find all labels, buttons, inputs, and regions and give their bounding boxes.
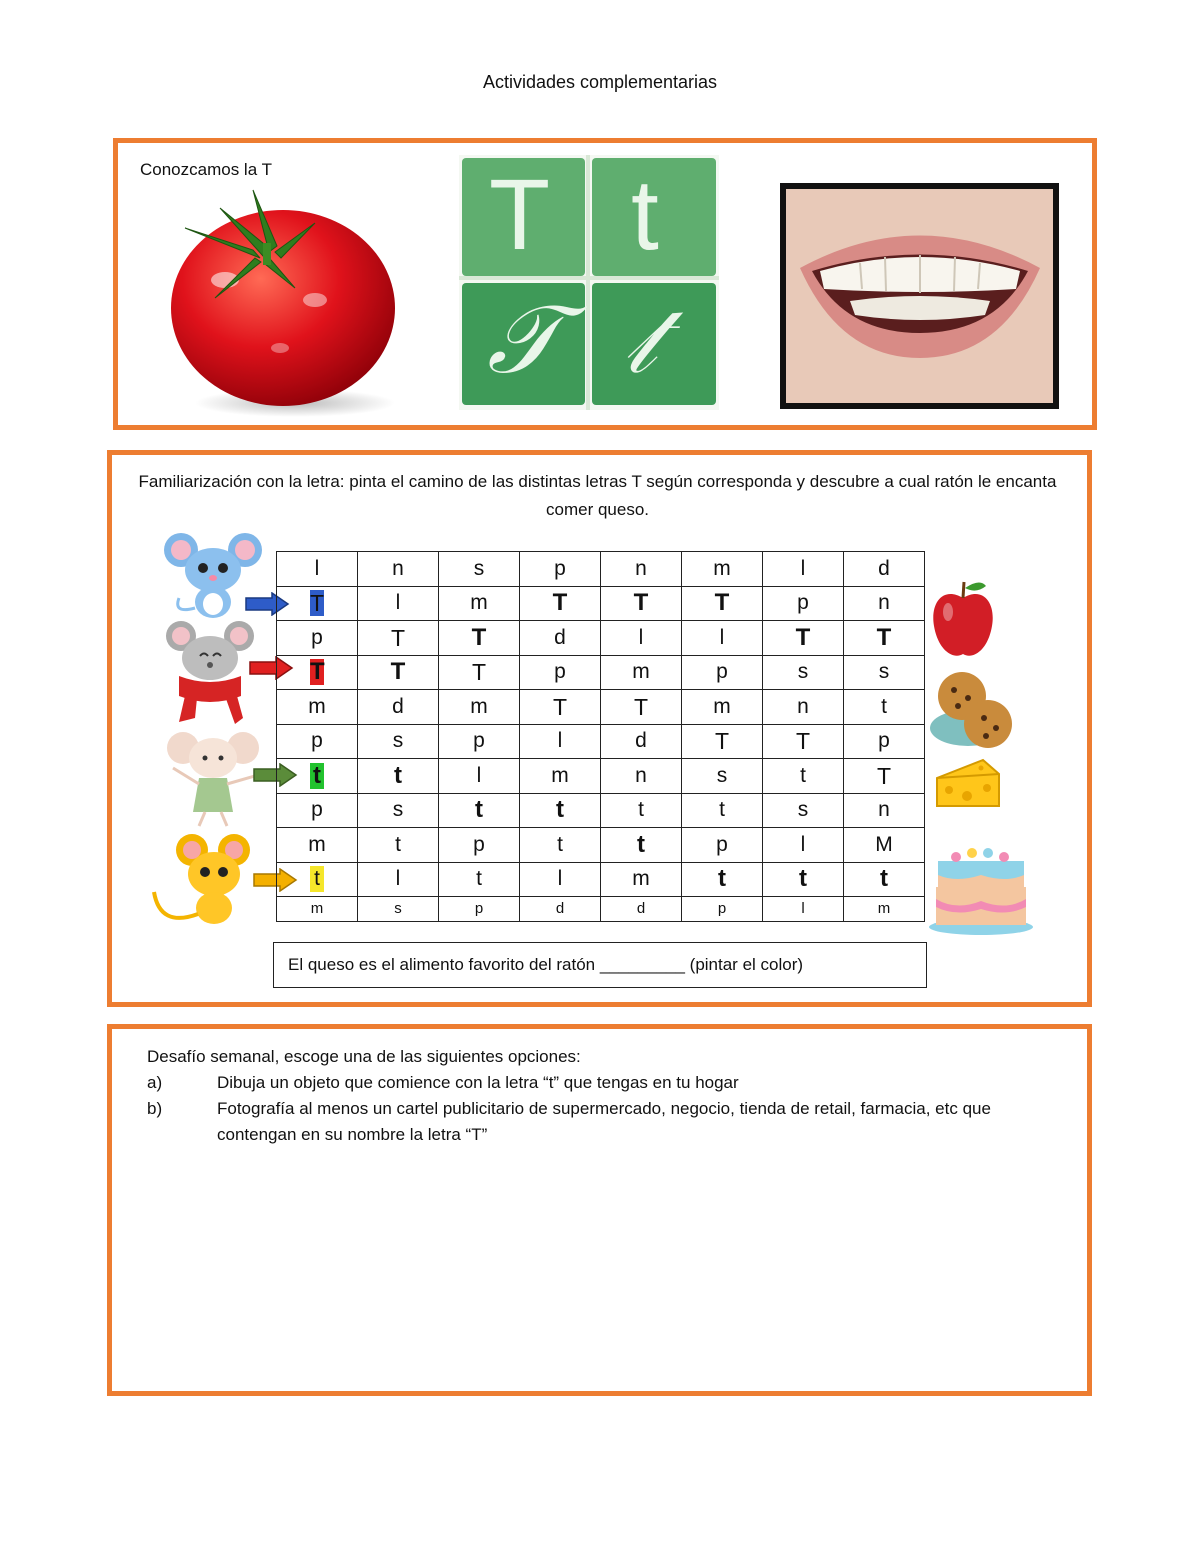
grid-letter: p	[554, 660, 566, 684]
grid-cell[interactable]	[763, 759, 844, 794]
grid-cell[interactable]	[763, 897, 844, 922]
grid-letter: p	[554, 556, 566, 580]
cookies	[928, 668, 1020, 752]
grid-letter: t	[557, 832, 563, 856]
grid-cell[interactable]	[277, 862, 358, 897]
grid-letter: d	[635, 729, 647, 753]
grid-letter: d	[554, 625, 566, 649]
grid-cell[interactable]	[601, 621, 682, 656]
lowercase-t-cursive: 𝓉	[624, 285, 657, 395]
grid-letter: t	[310, 866, 324, 892]
option-marker: b)	[147, 1099, 163, 1118]
grid-letter: n	[635, 763, 647, 787]
grid-letter: T	[471, 623, 487, 651]
grid-letter: t	[310, 763, 324, 789]
uppercase-t-cursive: 𝒯	[487, 285, 560, 395]
grid-cell[interactable]	[601, 793, 682, 828]
grid-cell[interactable]	[763, 862, 844, 897]
grid-letter: t	[638, 798, 644, 822]
grid-letter: l	[801, 900, 805, 917]
grid-cell[interactable]	[601, 862, 682, 897]
grid-cell[interactable]	[358, 897, 439, 922]
apple	[928, 578, 998, 660]
grid-letter: p	[797, 591, 809, 615]
grid-cell[interactable]	[358, 862, 439, 897]
grid-cell[interactable]	[682, 724, 763, 759]
grid-cell[interactable]	[601, 586, 682, 621]
grid-letter: n	[878, 591, 890, 615]
grid-letter: T	[390, 658, 406, 686]
grid-cell[interactable]	[520, 552, 601, 587]
option-text: Dibuja un objeto que comience con la letra “t” que tengas en tu hogar	[217, 1073, 739, 1092]
grid-cell[interactable]	[682, 586, 763, 621]
grid-cell[interactable]	[358, 690, 439, 725]
grid-letter: p	[473, 729, 485, 753]
section-label: Conozcamos la T	[140, 160, 272, 179]
grid-cell[interactable]	[682, 897, 763, 922]
grid-letter: s	[473, 556, 485, 580]
grid-cell[interactable]	[844, 655, 925, 690]
grid-letter: T	[633, 589, 649, 617]
grid-letter: t	[556, 796, 564, 824]
grid-letter: l	[314, 556, 320, 580]
grid-letter: d	[392, 694, 404, 718]
grid-cell[interactable]	[844, 552, 925, 587]
cake	[926, 845, 1036, 937]
grid-cell[interactable]	[844, 759, 925, 794]
grid-cell[interactable]	[439, 552, 520, 587]
grid-letter: T	[552, 693, 568, 720]
grid-cell[interactable]	[844, 793, 925, 828]
grid-letter: t	[637, 830, 645, 858]
page-title: Actividades complementarias	[482, 72, 718, 92]
grid-cell[interactable]	[358, 759, 439, 794]
grid-cell[interactable]	[763, 586, 844, 621]
grid-letter: p	[716, 660, 728, 684]
grid-letter: n	[797, 694, 809, 718]
grid-cell[interactable]	[682, 621, 763, 656]
gray-mouse-scarf	[165, 618, 255, 726]
grid-cell[interactable]	[682, 690, 763, 725]
grid-letter: t	[880, 865, 888, 893]
grid-letter: M	[875, 832, 893, 856]
grid-letter: s	[392, 798, 404, 822]
grid-letter: m	[470, 694, 488, 718]
grid-letter: p	[311, 729, 323, 753]
grid-cell[interactable]	[520, 828, 601, 863]
grid-letter: l	[395, 867, 401, 891]
grid-cell[interactable]	[439, 655, 520, 690]
grid-letter: T	[876, 623, 892, 651]
grid-cell[interactable]	[277, 793, 358, 828]
grid-cell[interactable]	[358, 621, 439, 656]
grid-cell[interactable]	[358, 793, 439, 828]
grid-cell[interactable]	[844, 724, 925, 759]
grid-letter: l	[557, 867, 563, 891]
grid-letter: T	[795, 728, 811, 755]
grid-cell[interactable]	[439, 586, 520, 621]
grid-letter: T	[633, 693, 649, 720]
grid-cell[interactable]	[763, 828, 844, 863]
grid-letter: p	[878, 729, 890, 753]
grid-cell[interactable]	[601, 897, 682, 922]
grid-letter: l	[395, 591, 401, 615]
grid-cell[interactable]	[439, 690, 520, 725]
grid-letter: n	[635, 556, 647, 580]
grid-letter: p	[311, 798, 323, 822]
grid-cell[interactable]	[277, 690, 358, 725]
grid-letter: m	[470, 591, 488, 615]
grid-letter: l	[557, 729, 563, 753]
grid-cell[interactable]	[439, 897, 520, 922]
grid-letter: p	[717, 900, 727, 917]
grid-cell[interactable]	[277, 724, 358, 759]
grid-letter: p	[474, 900, 484, 917]
grid-cell[interactable]	[277, 586, 358, 621]
grid-cell[interactable]	[358, 724, 439, 759]
grid-cell[interactable]	[601, 828, 682, 863]
grid-letter: l	[638, 625, 644, 649]
grid-letter: T	[714, 589, 730, 617]
grid-letter: t	[881, 694, 887, 718]
grid-cell[interactable]	[844, 897, 925, 922]
grid-cell[interactable]	[682, 655, 763, 690]
lowercase-t-print: t	[631, 159, 659, 271]
grid-letter: T	[795, 623, 811, 651]
grid-letter: l	[800, 832, 806, 856]
grid-cell[interactable]	[520, 724, 601, 759]
grid-letter: m	[632, 660, 650, 684]
grid-letter: n	[392, 556, 404, 580]
grid-letter: s	[878, 660, 890, 684]
uppercase-t-print: T	[489, 159, 551, 271]
grid-letter: t	[394, 761, 402, 789]
grid-cell[interactable]	[439, 862, 520, 897]
grid-cell[interactable]	[682, 828, 763, 863]
grid-cell[interactable]	[439, 828, 520, 863]
grid-cell[interactable]	[844, 862, 925, 897]
grid-cell[interactable]	[763, 552, 844, 587]
grid-letter: T	[390, 624, 406, 651]
grid-letter: m	[632, 867, 650, 891]
grid-cell[interactable]	[763, 793, 844, 828]
challenge-option	[147, 1070, 1067, 1096]
grid-cell[interactable]	[844, 690, 925, 725]
grid-cell[interactable]	[277, 897, 358, 922]
grid-cell[interactable]	[682, 759, 763, 794]
grid-cell[interactable]	[844, 828, 925, 863]
grid-letter: m	[308, 694, 326, 718]
grid-letter: t	[475, 796, 483, 824]
grid-cell[interactable]	[520, 586, 601, 621]
grid-letter: l	[476, 763, 482, 787]
smiling-mouth-image	[780, 183, 1059, 409]
grid-cell[interactable]	[520, 862, 601, 897]
grid-letter: T	[552, 589, 568, 617]
grid-cell[interactable]	[844, 621, 925, 656]
challenge-intro: Desafío semanal, escoge una de las siguientes opciones:	[147, 1047, 581, 1066]
grid-letter: s	[797, 798, 809, 822]
grid-letter: n	[878, 798, 890, 822]
grid-cell[interactable]	[358, 552, 439, 587]
grid-letter: t	[718, 865, 726, 893]
grid-cell[interactable]	[358, 828, 439, 863]
grid-cell[interactable]	[763, 690, 844, 725]
grid-cell[interactable]	[682, 793, 763, 828]
grid-letter: t	[476, 867, 482, 891]
grid-letter: T	[471, 659, 487, 686]
grid-letter: T	[310, 590, 325, 617]
grid-cell[interactable]	[601, 759, 682, 794]
grid-cell[interactable]	[601, 724, 682, 759]
grid-letter: m	[713, 694, 731, 718]
grid-letter: p	[716, 832, 728, 856]
grid-letter: p	[473, 832, 485, 856]
grid-letter: l	[719, 625, 725, 649]
grid-letter: t	[799, 865, 807, 893]
grid-cell[interactable]	[439, 759, 520, 794]
letter-t-card	[459, 155, 719, 410]
grid-letter: d	[555, 900, 565, 917]
grid-letter: d	[636, 900, 646, 917]
grid-cell[interactable]	[358, 655, 439, 690]
weekly-challenge	[147, 1044, 1067, 1148]
grid-cell[interactable]	[763, 655, 844, 690]
grid-letter: T	[310, 658, 325, 686]
option-text: Fotografía al menos un cartel publicitario de supermercado, negocio, tienda de retail, farmacia, etc que contengan en su nombre la letra “T”	[217, 1099, 991, 1144]
letter-grid	[276, 551, 925, 922]
grid-letter: t	[800, 763, 806, 787]
grid-cell[interactable]	[439, 621, 520, 656]
grid-cell[interactable]	[520, 793, 601, 828]
grid-cell[interactable]	[520, 690, 601, 725]
grid-letter: p	[311, 625, 323, 649]
grid-cell[interactable]	[520, 655, 601, 690]
grid-cell[interactable]	[277, 621, 358, 656]
grid-letter: m	[310, 900, 324, 917]
grid-cell[interactable]	[601, 690, 682, 725]
pink-mouse	[163, 728, 263, 828]
grid-letter: s	[394, 900, 402, 917]
yellow-mouse	[150, 832, 255, 928]
grid-cell[interactable]	[358, 586, 439, 621]
grid-cell[interactable]	[520, 897, 601, 922]
grid-cell[interactable]	[439, 793, 520, 828]
grid-cell[interactable]	[844, 586, 925, 621]
grid-letter: m	[551, 763, 569, 787]
cheese	[933, 756, 1003, 811]
grid-letter: m	[713, 556, 731, 580]
grid-cell[interactable]	[520, 759, 601, 794]
grid-letter: s	[797, 660, 809, 684]
grid-letter: m	[308, 832, 326, 856]
grid-cell[interactable]	[277, 655, 358, 690]
grid-letter: T	[876, 762, 892, 789]
tomato-image	[165, 188, 405, 423]
grid-letter: m	[877, 900, 891, 917]
grid-letter: T	[714, 728, 730, 755]
grid-letter: d	[878, 556, 890, 580]
grid-letter: t	[719, 798, 725, 822]
grid-letter: t	[395, 832, 401, 856]
grid-cell[interactable]	[601, 655, 682, 690]
grid-cell[interactable]	[277, 552, 358, 587]
challenge-option	[147, 1096, 1067, 1148]
grid-cell[interactable]	[763, 621, 844, 656]
grid-cell[interactable]	[763, 724, 844, 759]
grid-letter: s	[392, 729, 404, 753]
activity-instructions: Familiarización con la letra: pinta el camino de las distintas letras T según corresponda y descubre a cual ratón le encanta comer queso.	[138, 472, 1057, 519]
grid-cell[interactable]	[439, 724, 520, 759]
grid-cell[interactable]	[277, 759, 358, 794]
grid-letter: s	[716, 763, 728, 787]
grid-cell[interactable]	[682, 862, 763, 897]
grid-letter: l	[800, 556, 806, 580]
option-marker: a)	[147, 1073, 163, 1092]
grid-cell[interactable]	[277, 828, 358, 863]
grid-cell[interactable]	[682, 552, 763, 587]
grid-cell[interactable]	[601, 552, 682, 587]
answer-box[interactable]: El queso es el alimento favorito del ratón _________ (pintar el color)	[273, 942, 927, 988]
grid-cell[interactable]	[520, 621, 601, 656]
